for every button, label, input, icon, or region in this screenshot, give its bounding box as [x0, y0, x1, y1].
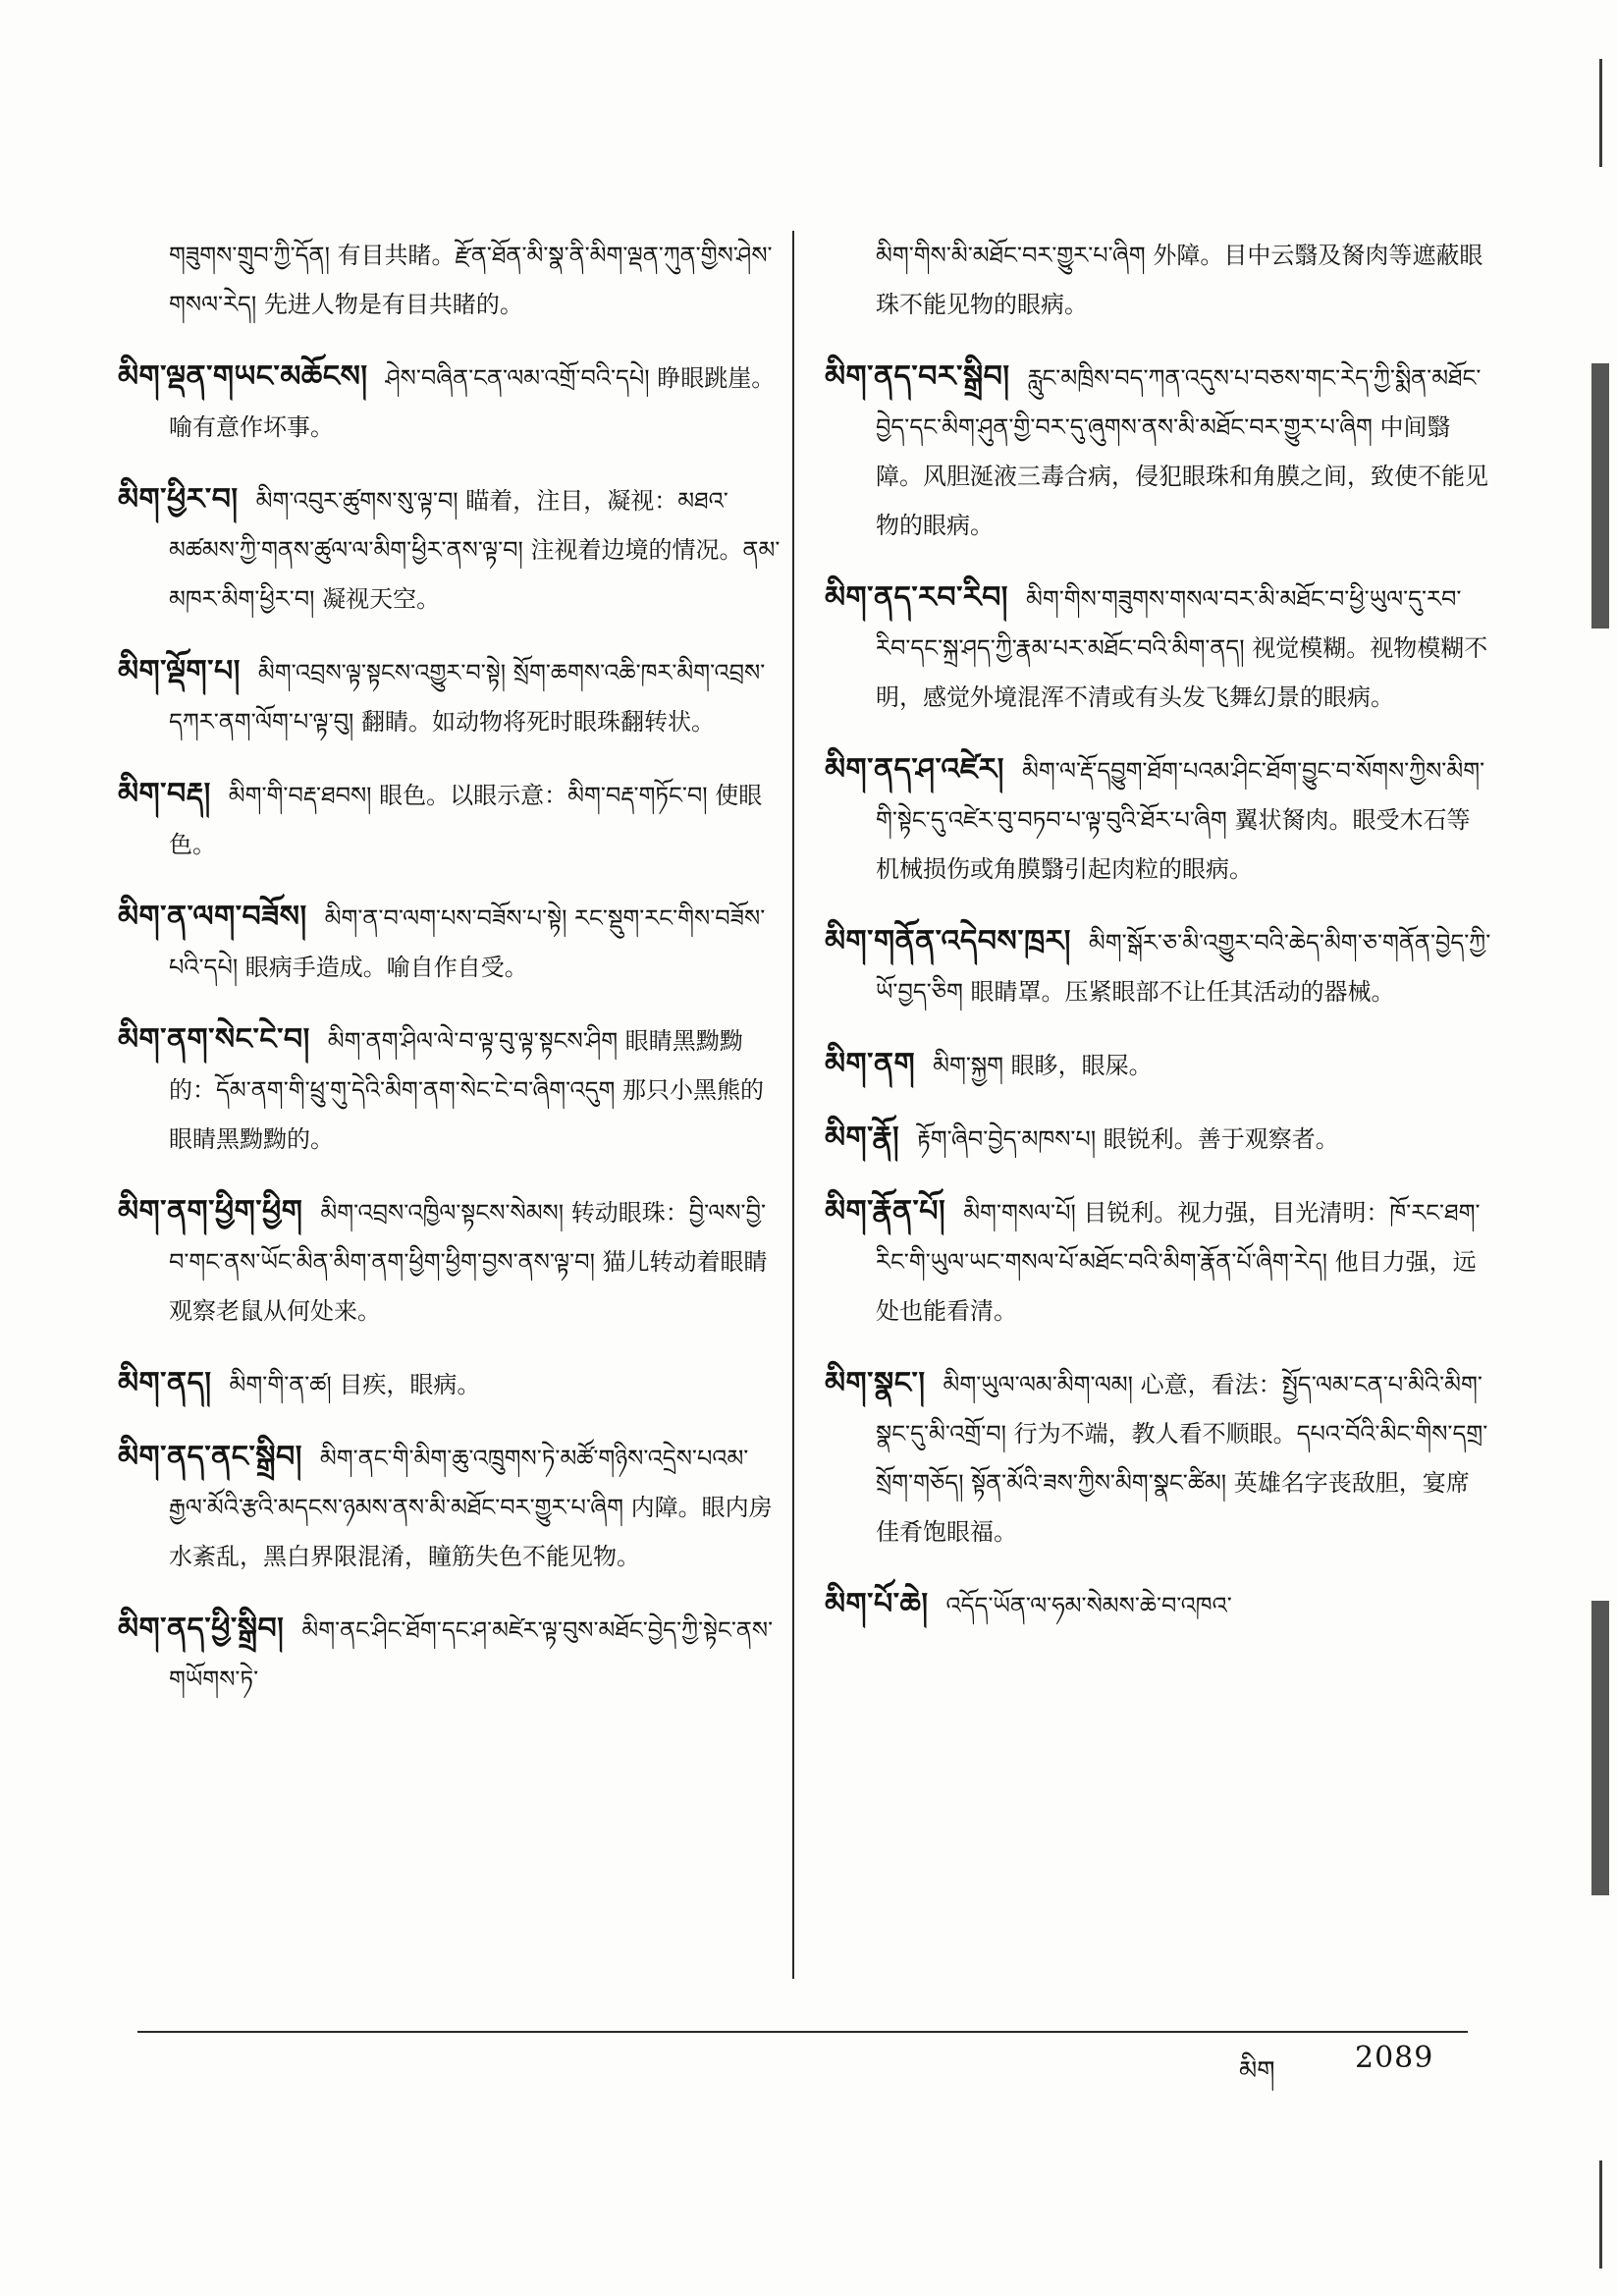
dictionary-entry	[118, 647, 785, 746]
page-number: 2089	[1355, 2041, 1434, 2075]
dictionary-entry	[825, 745, 1492, 894]
entry-definition: མིག་གི་ན་ཚ། 目疾，眼病。	[229, 1371, 481, 1398]
entry-headword: མིག་ནད་ཕྱི་སྒྲིབ།	[118, 1612, 285, 1646]
scan-edge-marks	[1578, 0, 1617, 2296]
entry-headword: མིག་ནད་བར་སྒྲིབ།	[825, 359, 1010, 394]
entry-headword: མིག་ཕྱིར་བ།	[118, 482, 239, 517]
entry-definition: འདོད་ཡོན་ལ་ཧམ་སེམས་ཆེ་བ་འཁའ་	[945, 1592, 1232, 1619]
dictionary-entry	[825, 1114, 1492, 1164]
footer-rule	[137, 2031, 1468, 2033]
column-divider	[792, 231, 794, 1979]
entry-definition: མིག་འབྲས་འཁྱིལ་སྟངས་སེམས། 转动眼珠：བྱི་ལས་བྱི་བ་གང་ནས་ཡོང་མིན་མིག་ནག་ཕྱིག་ཕྱིག་བྱས་ནས་ལྟ་བ། 猫儿转动着眼睛观察老鼠从何处来。	[169, 1199, 768, 1325]
dictionary-entry	[118, 893, 785, 992]
dictionary-entry	[118, 770, 785, 869]
dictionary-entry	[825, 353, 1492, 550]
dictionary-entry	[118, 1015, 785, 1164]
dictionary-entry	[118, 1605, 785, 1704]
entry-headword: མིག་པོ་ཆེ།	[825, 1587, 929, 1621]
dictionary-entry	[118, 1187, 785, 1336]
entry-headword: མིག་ནད་རབ་རིབ།	[825, 580, 1008, 615]
entry-definition: མིག་གིས་མི་མཐོང་བར་གྱུར་པ་ཞིག 外障。目中云翳及胬肉等遮蔽眼珠不能见物的眼病。	[876, 242, 1483, 318]
dictionary-entry	[118, 231, 785, 329]
entry-definition: མིག་གི་བརྡ་ཐབས། 眼色。以眼示意：མིག་བརྡ་གཏོང་བ། 使眼色。	[169, 782, 763, 858]
entry-headword: མིག་ནད་ནང་སྒྲིབ།	[118, 1440, 302, 1474]
entry-definition: མིག་ནག་ཤིལ་ལེ་བ་ལྟ་བུ་ལྟ་སྟངས་ཤིག 眼睛黑黝黝的：དོམ་ནག་གི་ཕྲུ་གུ་དེའི་མིག་ནག་སེང་ངེ་བ་ཞིག་འདུག 那只小黑熊的眼睛黑黝黝的。	[169, 1027, 765, 1153]
entry-definition: མིག་ན་བ་ལག་པས་བཟོས་པ་སྟེ། རང་སྡུག་རང་གིས་བཟོས་པའི་དཔེ། 眼病手造成。喻自作自受。	[169, 904, 766, 981]
entry-definition: མིག་སྒོར་ཅ་མི་འགྱུར་བའི་ཆེད་མིག་ཅ་གནོན་བྱེད་ཀྱི་ཡོ་བྱད་ཅིག 眼睛罩。压紧眼部不让任其活动的器械。	[876, 929, 1491, 1006]
right-column	[825, 231, 1492, 1654]
entry-definition: མིག་ནང་གི་མིག་ཆུ་འཁྲུགས་ཏེ་མཚོ་གཉིས་འདྲེས་པའམ་རྒྱལ་མོའི་རྩའི་མདངས་ཉམས་ནས་མི་མཐོང་བར་གྱུར་པ་ཞིག 内障。眼内房水紊乱，黑白界限混淆，瞳筋失色不能见物。	[169, 1445, 773, 1570]
entry-headword: མིག་གནོན་འདེབས་ཁྲར།	[825, 924, 1071, 958]
dictionary-entry	[118, 353, 785, 452]
dictionary-entry	[825, 1040, 1492, 1090]
entry-definition: མིག་ཡུལ་ལམ་མིག་ལམ། 心意，看法：སྤྱོད་ལམ་ངན་པ་མིའི་མིག་སྣང་དུ་མི་འགྲོ་བ། 行为不端，教人看不顺眼。དཔའ་བོའི་མིང་གིས་དགྲ་སྲོག་གཅོད། སྟོན་མོའི་ཟས་ཀྱིས་མིག་སྣང་ཚིམ། 英雄名字丧敌胆，宴席佳肴饱眼福。	[876, 1371, 1488, 1546]
dictionary-entry	[825, 917, 1492, 1016]
entry-definition: མིག་འབྲས་ལྟ་སྟངས་འགྱུར་བ་སྟེ། སྲོག་ཆགས་འཆི་ཁར་མིག་འབྲས་དཀར་ནག་ལོག་པ་ལྟ་བུ། 翻睛。如动物将死时眼珠翻转状。	[169, 659, 766, 736]
entry-definition: མིག་ནང་ཤིང་ཐོག་དང་ཤ་མཛེར་ལྟ་བུས་མཐོང་བྱེད་ཀྱི་སྟེང་ནས་གཡོགས་ཏེ་	[169, 1616, 774, 1693]
entry-headword: མིག་ནད།	[118, 1366, 212, 1400]
entry-definition: མིག་སྐྱག 眼眵，眼屎。	[933, 1052, 1153, 1079]
entry-headword: མིག་ནག་ཕྱིག་ཕྱིག	[118, 1194, 303, 1229]
entry-headword: མིག་ནད་ཤ་འཛེར།	[825, 752, 1004, 787]
entry-headword: མིག་རྣོན་པོ།	[825, 1194, 946, 1229]
dictionary-entry	[118, 1433, 785, 1581]
entry-definition: མིག་ལ་རྡོ་དབྱུག་ཐོག་པའམ་ཤིང་ཐོག་བྱུང་བ་སོགས་ཀྱིས་མིག་གི་སྟེང་དུ་འཛེར་བུ་བཏབ་པ་ལྟ་བུའི་ཐོར་པ་ཞིག 翼状胬肉。眼受木石等机械损伤或角膜翳引起肉粒的眼病。	[876, 757, 1485, 883]
entry-headword: མིག་ན་ལག་བཟོས།	[118, 900, 307, 934]
entry-definition: གཟུགས་གྲུབ་ཀྱི་དོན། 有目共睹。རྫོན་ཐོན་མི་སྣ་ནི་མིག་ལྡན་ཀུན་གྱིས་ཤེས་གསལ་རེད། 先进人物是有目共睹的。	[169, 242, 773, 318]
entry-definition: མིག་གསལ་པོ། 目锐利。视力强，目光清明：ཁོ་རང་ཐག་རིང་གི་ཡུལ་ཡང་གསལ་པོ་མཐོང་བའི་མིག་རྣོན་པོ་ཞིག་རེད། 他目力强，远处也能看清。	[876, 1199, 1481, 1325]
entry-definition: རྟོག་ཞིབ་བྱེད་མཁས་པ། 眼锐利。善于观察者。	[917, 1125, 1339, 1153]
entry-definition: རླུང་མཁྲིས་བད་ཀན་འདུས་པ་བཅས་གང་རེད་ཀྱི་སྨིན་མཐོང་བྱེད་དང་མིག་ཤུན་གྱི་བར་དུ་ཞུགས་ནས་མི་མཐོང་བར་གྱུར་པ་ཞིག 中间翳障。风胆涎液三毒合病，侵犯眼珠和角膜之间，致使不能见物的眼病。	[876, 364, 1488, 539]
entry-headword: མིག་བརྡ།	[118, 777, 211, 811]
entry-definition: མིག་གིས་གཟུགས་གསལ་བར་མི་མཐོང་བ་ཕྱི་ཡུལ་དུ་རབ་རིབ་དང་སྐྲ་ཤད་ཀྱི་རྣམ་པར་མཐོང་བའི་མིག་ནད། 视觉模糊。视物模糊不明，感觉外境混浑不清或有头发飞舞幻景的眼病。	[876, 585, 1488, 711]
entry-headword: མིག་རྣོ།	[825, 1121, 900, 1155]
entry-headword: མིག་ལྡན་གཡང་མཆོངས།	[118, 359, 368, 394]
dictionary-entry	[118, 475, 785, 624]
entry-headword: མིག་ལྡོག་པ།	[118, 654, 241, 688]
dictionary-entry	[118, 1359, 785, 1409]
dictionary-entry	[825, 1359, 1492, 1557]
entry-headword: མིག་ནག་སེང་ངེ་བ།	[118, 1022, 310, 1057]
entry-headword: མིག་ནག	[825, 1047, 916, 1081]
running-head: མིག	[1239, 2056, 1275, 2086]
left-column	[118, 231, 785, 1727]
entry-headword: མིག་སྣང་།	[825, 1366, 926, 1400]
dictionary-entry	[825, 1187, 1492, 1336]
dictionary-entry	[825, 231, 1492, 329]
entry-definition: མིག་འབུར་ཚུགས་སུ་ལྟ་བ། 瞄着，注目，凝视：མཐའ་མཚམས་ཀྱི་གནས་ཚུལ་ལ་མིག་ཕྱིར་ནས་ལྟ་བ། 注视着边境的情况。ནམ་མཁར་མིག་ཕྱིར་བ། 凝视天空。	[169, 487, 781, 613]
entry-definition: ཤེས་བཞིན་ངན་ལམ་འགྲོ་བའི་དཔེ། 睁眼跳崖。喻有意作坏事。	[169, 364, 776, 441]
dictionary-entry	[825, 574, 1492, 722]
dictionary-entry	[825, 1580, 1492, 1630]
